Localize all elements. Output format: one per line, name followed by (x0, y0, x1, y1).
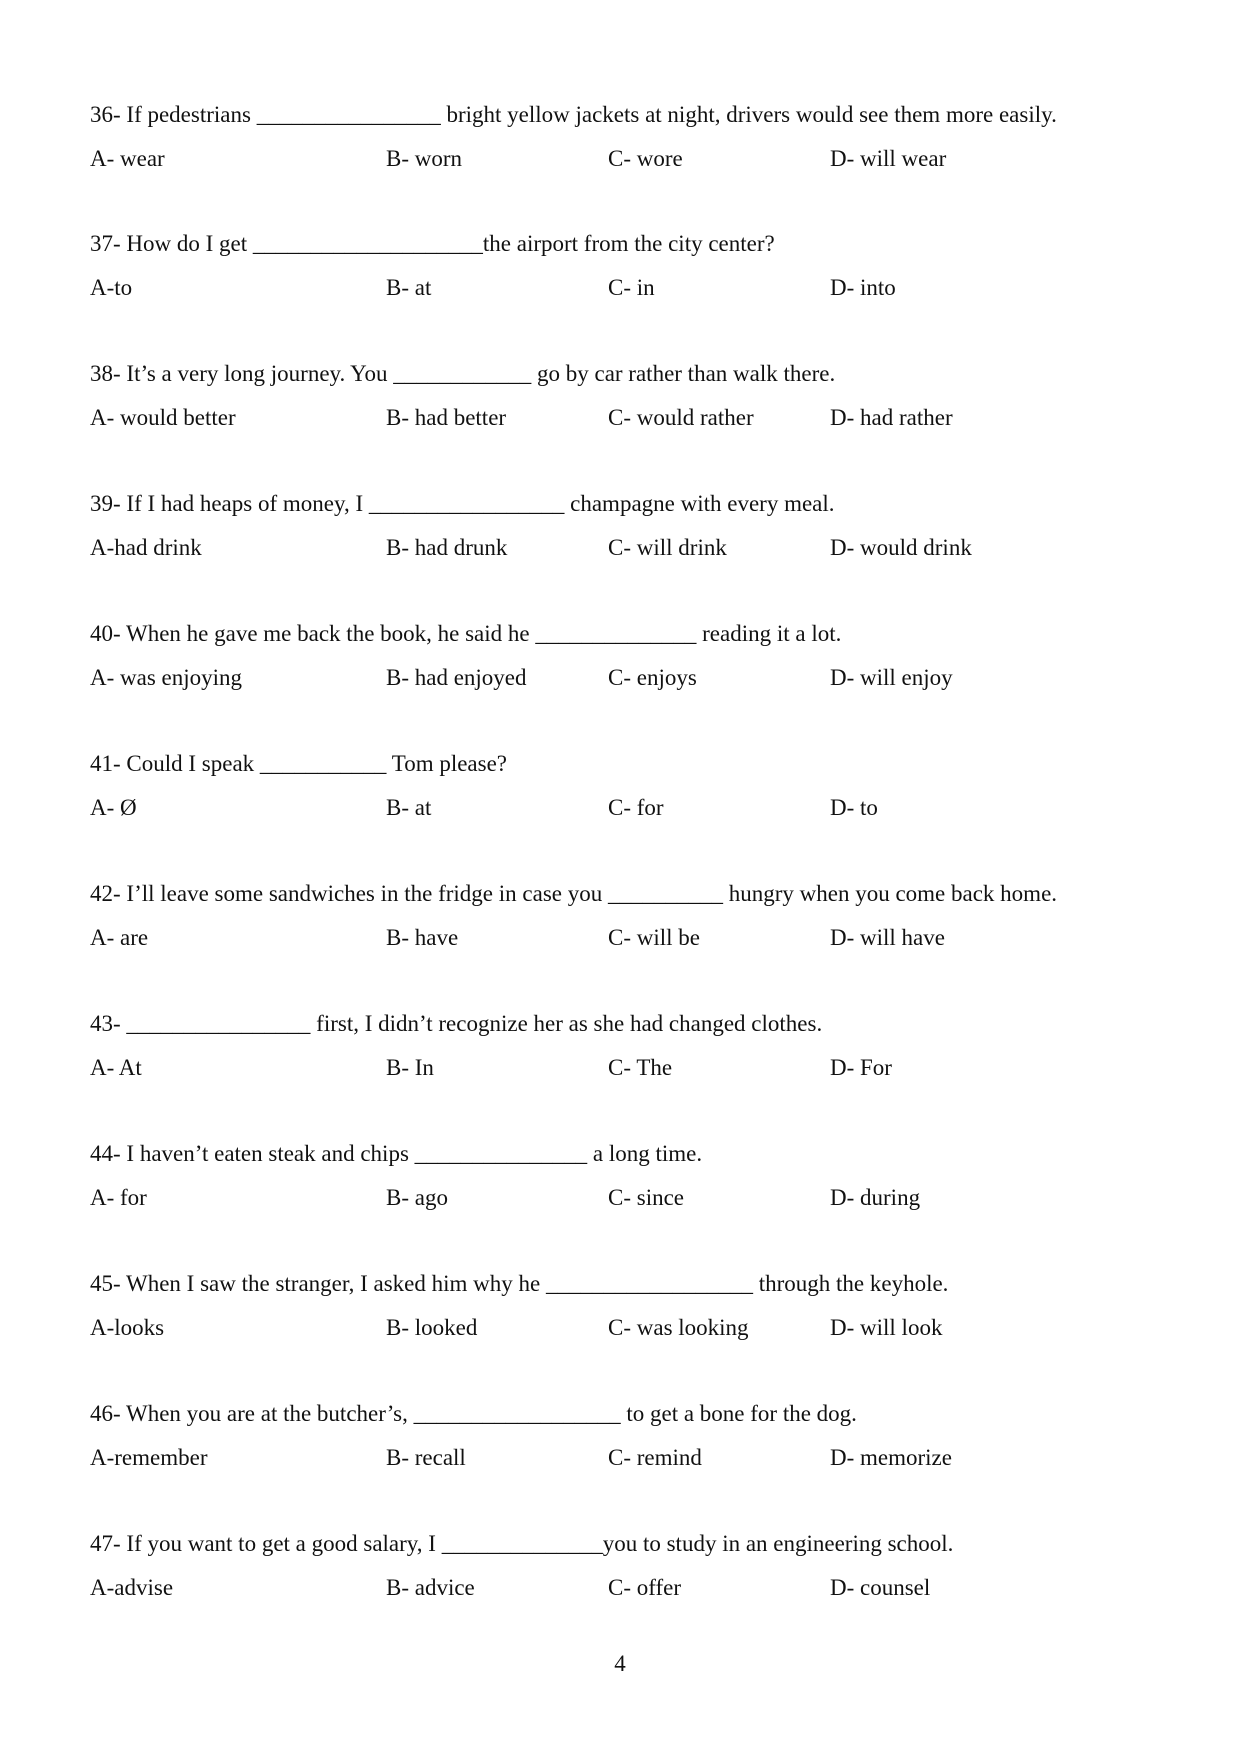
option-d: D- will wear (830, 146, 947, 171)
question-stem: 39- If I had heaps of money, I _________________ champagne with every meal. (90, 491, 835, 516)
question-38 (90, 360, 1170, 432)
question-40 (90, 620, 1170, 692)
option-c: C- would rather (608, 405, 754, 430)
option-d: D- For (830, 1055, 892, 1080)
option-b: B- had drunk (386, 535, 508, 560)
option-a: A-remember (90, 1445, 208, 1470)
option-b: B- at (386, 795, 432, 820)
question-stem: 43- ________________ first, I didn’t recognize her as she had changed clothes. (90, 1011, 823, 1036)
option-a: A- are (90, 925, 149, 950)
option-d: D- memorize (830, 1445, 952, 1470)
question-39 (90, 490, 1170, 562)
question-stem: 47- If you want to get a good salary, I ______________you to study in an engineering school. (90, 1531, 954, 1556)
option-c: C- offer (608, 1575, 682, 1600)
option-a: A-advise (90, 1575, 174, 1600)
option-c: C- for (608, 795, 664, 820)
answer-options (90, 534, 1170, 562)
option-b: B- ago (386, 1185, 448, 1210)
question-stem: 42- I’ll leave some sandwiches in the fridge in case you __________ hungry when you come back home. (90, 881, 1058, 906)
option-a: A-to (90, 275, 133, 300)
option-d: D- will look (830, 1315, 943, 1340)
option-a: A- Ø (90, 795, 137, 820)
option-b: B- had better (386, 405, 507, 430)
question-45 (90, 1270, 1170, 1342)
option-c: C- remind (608, 1445, 702, 1470)
option-b: B- In (386, 1055, 434, 1080)
option-a: A- At (90, 1055, 142, 1080)
option-a: A-looks (90, 1315, 165, 1340)
question-stem: 46- When you are at the butcher’s, __________________ to get a bone for the dog. (90, 1401, 857, 1426)
answer-options (90, 404, 1170, 432)
answer-options (90, 924, 1170, 952)
question-stem: 38- It’s a very long journey. You ____________ go by car rather than walk there. (90, 361, 836, 386)
question-stem: 37- How do I get ____________________the airport from the city center? (90, 231, 775, 256)
page-number: 4 (614, 1651, 626, 1676)
answer-options (90, 1184, 1170, 1212)
question-stem: 36- If pedestrians ________________ bright yellow jackets at night, drivers would see them more easily. (90, 102, 1057, 127)
question-stem: 41- Could I speak ___________ Tom please? (90, 751, 508, 776)
answer-options (90, 794, 1170, 822)
question-47 (90, 1530, 1170, 1602)
question-stem: 45- When I saw the stranger, I asked him why he __________________ through the keyhole. (90, 1271, 949, 1296)
option-c: C- wore (608, 146, 683, 171)
answer-options (90, 145, 1170, 173)
option-d: D- will have (830, 925, 945, 950)
option-d: D- counsel (830, 1575, 931, 1600)
option-a: A- wear (90, 146, 165, 171)
answer-options (90, 1574, 1170, 1602)
question-37 (90, 230, 1170, 302)
question-stem: 40- When he gave me back the book, he said he ______________ reading it a lot. (90, 621, 842, 646)
answer-options (90, 664, 1170, 692)
option-c: C- The (608, 1055, 673, 1080)
option-b: B- looked (386, 1315, 478, 1340)
option-c: C- was looking (608, 1315, 749, 1340)
option-b: B- worn (386, 146, 463, 171)
question-36 (90, 101, 1170, 173)
question-46 (90, 1400, 1170, 1472)
option-d: D- had rather (830, 405, 953, 430)
question-44 (90, 1140, 1170, 1212)
option-b: B- at (386, 275, 432, 300)
option-c: C- will be (608, 925, 700, 950)
question-43 (90, 1010, 1170, 1082)
answer-options (90, 1314, 1170, 1342)
option-d: D- into (830, 275, 896, 300)
option-b: B- had enjoyed (386, 665, 527, 690)
answer-options (90, 1444, 1170, 1472)
option-b: B- recall (386, 1445, 466, 1470)
option-b: B- advice (386, 1575, 475, 1600)
answer-options (90, 274, 1170, 302)
option-b: B- have (386, 925, 459, 950)
option-a: A- was enjoying (90, 665, 243, 690)
option-d: D- during (830, 1185, 921, 1210)
option-d: D- to (830, 795, 878, 820)
option-d: D- will enjoy (830, 665, 953, 690)
answer-options (90, 1054, 1170, 1082)
option-a: A-had drink (90, 535, 202, 560)
option-a: A- would better (90, 405, 236, 430)
question-41 (90, 750, 1170, 822)
question-42 (90, 880, 1170, 952)
option-c: C- will drink (608, 535, 727, 560)
option-c: C- since (608, 1185, 685, 1210)
option-d: D- would drink (830, 535, 972, 560)
option-a: A- for (90, 1185, 147, 1210)
option-c: C- enjoys (608, 665, 697, 690)
question-stem: 44- I haven’t eaten steak and chips _______________ a long time. (90, 1141, 703, 1166)
option-c: C- in (608, 275, 655, 300)
